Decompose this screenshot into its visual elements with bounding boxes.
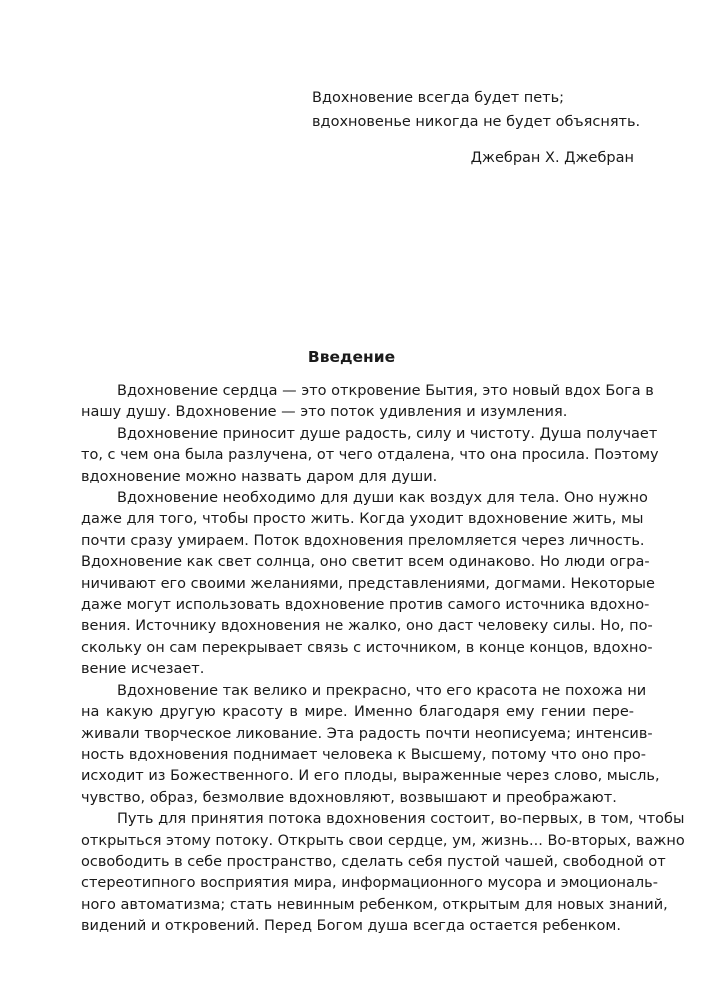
paragraph (81, 809, 685, 937)
epigraph (312, 86, 641, 170)
paragraph-line: вения. Источнику вдохновения не жалко, оно даст человеку силы. Но, по- (81, 618, 653, 635)
paragraph-line: Вдохновение приносит душе радость, силу и чистоту. Душа получает (117, 425, 658, 442)
paragraph (81, 424, 659, 488)
epigraph-line: Вдохновение всегда будет петь; (312, 90, 565, 106)
paragraph-line: Вдохновение как свет солнца, оно светит всем одинаково. Но люди огра- (81, 554, 650, 571)
paragraph-line: почти сразу умираем. Поток вдохновения преломляется через личность. (81, 532, 645, 549)
paragraph-line: ность вдохновения поднимает человека к Высшему, потому что оно про- (81, 746, 647, 763)
paragraph-line: Путь для принятия потока вдохновения состоит, во-первых, в том, чтобы (117, 811, 685, 828)
section-heading: Введение (307, 348, 396, 366)
paragraph-line: ного автоматизма; стать невинным ребенком, открытым для новых знаний, (81, 896, 668, 913)
paragraph-line: ничивают его своими желаниями, представлениями, догмами. Некоторые (81, 575, 655, 592)
paragraph-line: то, с чем она была разлучена, от чего отдалена, что она просила. Поэтому (81, 447, 659, 464)
paragraph-line: открыться этому потоку. Открыть свои сердце, ум, жизнь... Во-вторых, важно (81, 832, 685, 849)
paragraph-line: Вдохновение так велико и прекрасно, что его красота не похожа ни (117, 682, 647, 699)
paragraph-line: чувство, образ, безмолвие вдохновляют, возвышают и преображают. (81, 789, 617, 806)
paragraph-line: живали творческое ликование. Эта радость почти неописуема; интенсив- (81, 725, 653, 742)
paragraph-line: даже могут использовать вдохновение против самого источника вдохно- (81, 597, 650, 614)
paragraph-line: видений и откровений. Перед Богом душа всегда остается ребенком. (81, 918, 621, 935)
paragraph (81, 681, 660, 809)
paragraph-line: Вдохновение необходимо для души как воздух для тела. Оно нужно (117, 490, 648, 507)
paragraph-line: Вдохновение сердца — это откровение Бытия, это новый вдох Бога в (117, 383, 654, 399)
paragraph-line: на какую другую красоту в мире. Именно благодаря ему гении пере- (81, 704, 634, 721)
epigraph-author: Джебран Х. Джебран (470, 150, 634, 166)
body-text (81, 381, 685, 938)
paragraph-line: нашу душу. Вдохновение — это поток удивления и изумления. (81, 404, 568, 421)
paragraph-line: вдохновение можно назвать даром для души. (81, 468, 438, 485)
epigraph-line: вдохновенье никогда не будет объяснять. (312, 114, 641, 130)
paragraph-line: даже для того, чтобы просто жить. Когда уходит вдохновение жить, мы (81, 511, 644, 528)
paragraph (81, 381, 654, 424)
paragraph (81, 488, 655, 681)
paragraph-line: освободить в себе пространство, сделать себя пустой чашей, свободной от (81, 853, 666, 870)
paragraph-line: вение исчезает. (81, 661, 205, 678)
paragraph-line: скольку он сам перекрывает связь с источником, в конце концов, вдохно- (81, 639, 653, 656)
paragraph-line: исходит из Божественного. И его плоды, выраженные через слово, мысль, (81, 768, 660, 785)
paragraph-line: стереотипного восприятия мира, информационного мусора и эмоциональ- (81, 875, 658, 892)
